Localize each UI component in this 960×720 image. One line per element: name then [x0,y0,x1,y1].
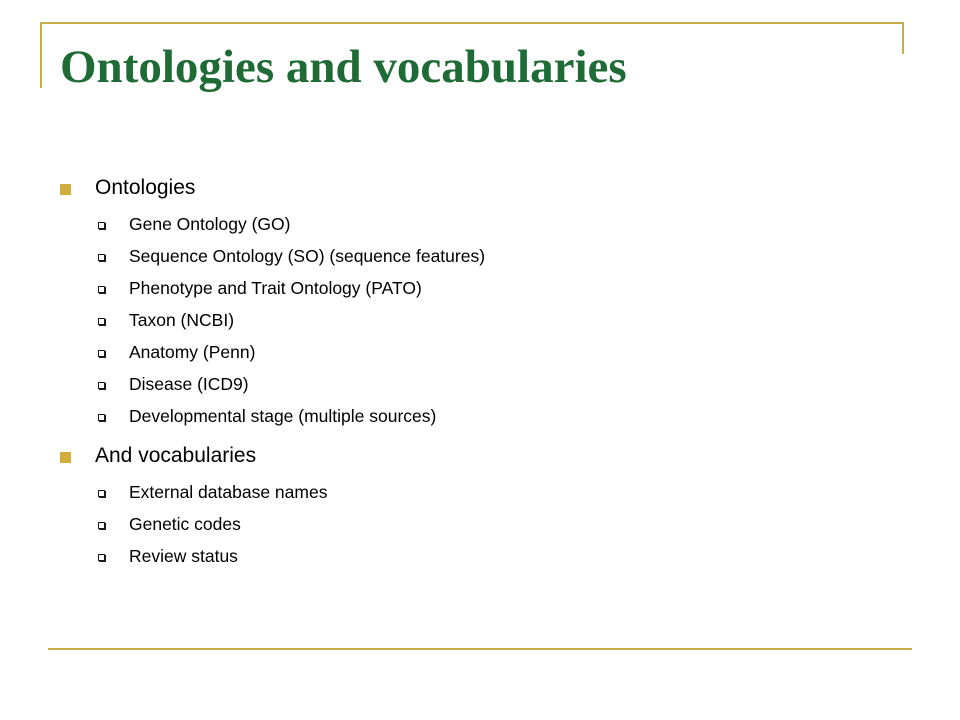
list-item-label: Sequence Ontology (SO) (sequence features) [129,246,486,266]
hollow-square-bullet-icon [98,222,105,229]
section-heading [60,436,920,476]
list-item [60,240,920,272]
slide-title: Ontologies and vocabularies [60,41,627,93]
hollow-square-bullet-icon [98,350,105,357]
list-item-label: Phenotype and Trait Ontology (PATO) [129,278,422,298]
hollow-square-bullet-icon [98,522,105,529]
list-item-label: Disease (ICD9) [129,374,249,394]
hollow-square-bullet-icon [98,286,105,293]
hollow-square-bullet-icon [98,254,105,261]
hollow-square-bullet-icon [98,318,105,325]
left-rule-divider [40,22,42,88]
section-ontologies [60,168,920,432]
list-item [60,400,920,432]
hollow-square-bullet-icon [98,490,105,497]
list-item-label: External database names [129,482,328,502]
ontologies-list [60,208,920,432]
list-item-label: Review status [129,546,238,566]
list-item [60,272,920,304]
list-item [60,476,920,508]
right-rule-divider [902,22,904,54]
slide-body [60,168,920,572]
list-item [60,540,920,572]
vocabularies-list [60,476,920,572]
section-vocabularies [60,436,920,572]
list-item-label: Anatomy (Penn) [129,342,256,362]
hollow-square-bullet-icon [98,414,105,421]
bottom-rule-divider [48,648,912,650]
list-item [60,208,920,240]
hollow-square-bullet-icon [98,554,105,561]
section-label: Ontologies [95,176,196,199]
section-label: And vocabularies [95,444,257,467]
section-heading [60,168,920,208]
list-item [60,508,920,540]
hollow-square-bullet-icon [98,382,105,389]
list-item-label: Genetic codes [129,514,241,534]
square-bullet-icon [60,184,71,195]
top-rule-divider [40,22,904,24]
list-item-label: Taxon (NCBI) [129,310,235,330]
list-item [60,304,920,336]
list-item [60,368,920,400]
list-item-label: Gene Ontology (GO) [129,214,291,234]
list-item [60,336,920,368]
square-bullet-icon [60,452,71,463]
list-item-label: Developmental stage (multiple sources) [129,406,437,426]
